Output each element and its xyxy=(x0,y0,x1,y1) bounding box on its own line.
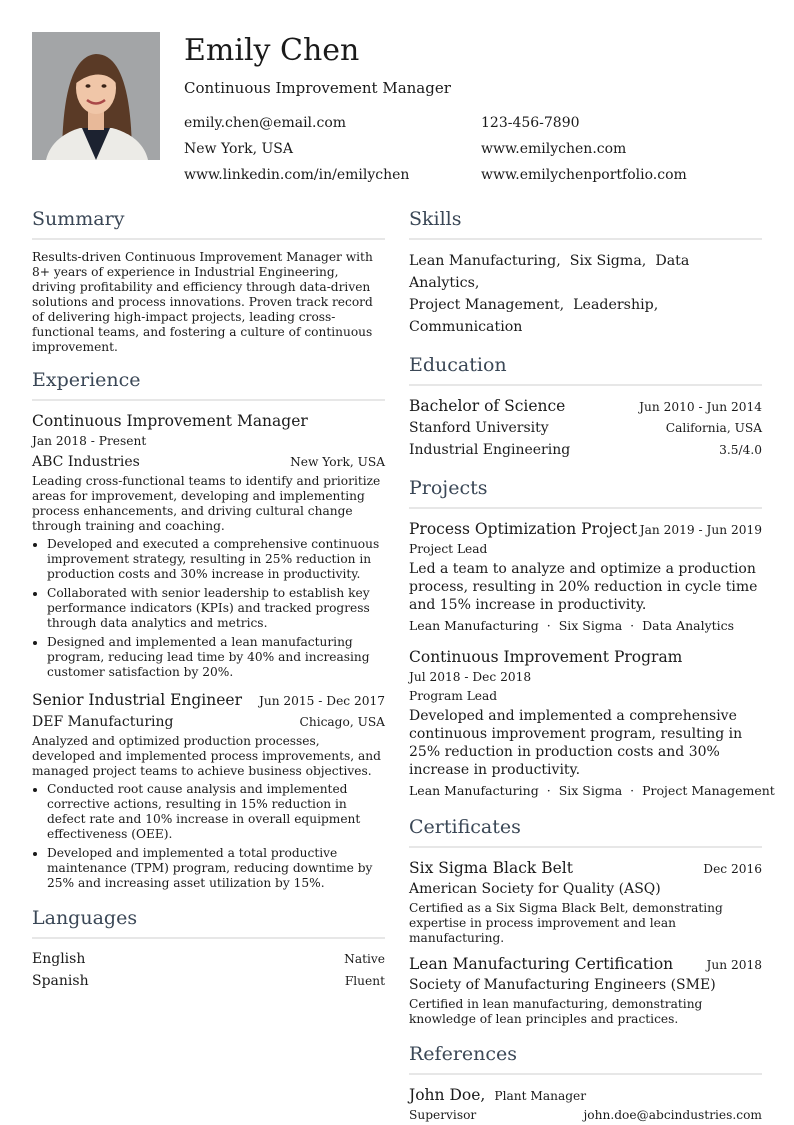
project-name: Continuous Improvement Program xyxy=(409,648,683,666)
references-section xyxy=(409,1041,762,1125)
certificate-entry xyxy=(409,858,762,946)
reference-relation: Supervisor xyxy=(409,1108,477,1122)
language-level: Native xyxy=(344,952,385,966)
project-dates: Jan 2019 - Jun 2019 xyxy=(639,523,762,537)
project-tags: Lean Manufacturing · Six Sigma · Data Analytics xyxy=(409,618,735,633)
candidate-title: Continuous Improvement Manager xyxy=(184,79,451,97)
company-name: ABC Industries xyxy=(32,454,140,470)
certificate-entry xyxy=(409,954,762,1027)
bullet-item: • Designed and implemented a lean manufacturing program, reducing lead time by 40% and increasing customer satisfaction by 20%. xyxy=(47,635,385,680)
summary-heading: Summary xyxy=(32,206,385,240)
project-description: Led a team to analyze and optimize a production process, resulting in 20% reduction in cycle time and 15% increase in productivity. xyxy=(409,561,758,613)
experience-section xyxy=(32,367,385,891)
school-name: Stanford University xyxy=(409,420,549,436)
tag-item: Lean Manufacturing xyxy=(409,618,539,633)
bullet-item: • Developed and executed a comprehensive continuous improvement strategy, resulting in 25% reduction in production costs and 30% increase in productivity. xyxy=(47,537,385,582)
reference-position: Plant Manager xyxy=(494,1089,587,1103)
skills-section xyxy=(409,206,762,338)
profile-photo xyxy=(32,32,160,160)
bullet-item: • Conducted root cause analysis and implemented corrective actions, resulting in 15% reduction in defect rate and 10% increase in overall equipment effectiveness (OEE). xyxy=(47,782,385,842)
job-description: Analyzed and optimized production processes, developed and implemented process improvements, and managed project teams to achieve business objectives. xyxy=(32,734,381,778)
education-dates: Jun 2010 - Jun 2014 xyxy=(639,400,762,414)
skills-heading: Skills xyxy=(409,206,762,240)
job-location: New York, USA xyxy=(290,455,385,469)
certificate-name: Lean Manufacturing Certification xyxy=(409,955,674,973)
degree-name: Bachelor of Science xyxy=(409,397,566,415)
job-location: Chicago, USA xyxy=(299,715,385,729)
skill-item: Project Management, xyxy=(409,297,565,313)
project-entry xyxy=(409,647,775,800)
certificate-date: Jun 2018 xyxy=(706,958,762,972)
certificate-name: Six Sigma Black Belt xyxy=(409,859,573,877)
tag-item: Six Sigma xyxy=(558,783,623,798)
bullet-item: • Developed and implemented a total productive maintenance (TPM) program, reducing downtime by 25% and increasing asset utilization by 15%. xyxy=(47,846,385,891)
job-dates: Jan 2018 - Present xyxy=(32,434,147,448)
project-entry xyxy=(409,519,762,635)
portfolio-link[interactable]: www.emilychenportfolio.com xyxy=(481,167,687,183)
skill-item: Leadership, xyxy=(573,297,659,313)
certificate-issuer: American Society for Quality (ASQ) xyxy=(409,881,661,897)
skill-item: Six Sigma, xyxy=(569,253,647,269)
company-name: DEF Manufacturing xyxy=(32,714,174,730)
tag-item: Project Management xyxy=(642,783,775,798)
tag-item: Data Analytics xyxy=(642,618,735,633)
bullet-item: • Collaborated with senior leadership to establish key performance indicators (KPIs) and tracked progress through data analytics and metrics. xyxy=(47,586,385,631)
projects-heading: Projects xyxy=(409,475,762,509)
certificate-date: Dec 2016 xyxy=(703,862,762,876)
tag-item: Lean Manufacturing xyxy=(409,783,539,798)
location-text: New York, USA xyxy=(184,141,293,157)
languages-section xyxy=(32,905,385,992)
email-link[interactable]: emily.chen@email.com xyxy=(184,115,347,131)
job-bullets xyxy=(32,782,385,891)
summary-section xyxy=(32,206,385,355)
project-role: Project Lead xyxy=(409,542,488,556)
language-name: Spanish xyxy=(32,973,89,989)
skill-item: Communication xyxy=(409,319,523,335)
job-dates: Jun 2015 - Dec 2017 xyxy=(258,694,385,708)
education-section xyxy=(409,352,762,461)
website-link[interactable]: www.emilychen.com xyxy=(481,141,627,157)
projects-section xyxy=(409,475,775,800)
project-tags: Lean Manufacturing · Six Sigma · Project Management xyxy=(409,783,775,798)
linkedin-link[interactable]: www.linkedin.com/in/emilychen xyxy=(184,167,410,183)
skill-item: Data Analytics, xyxy=(409,253,690,291)
project-role: Program Lead xyxy=(409,689,498,703)
certificates-heading: Certificates xyxy=(409,814,762,848)
job-description: Leading cross-functional teams to identify and prioritize areas for improvement, developing and implementing process enhancements, and driving cultural change through training and coaching. xyxy=(32,474,381,533)
gpa-value: 3.5/4.0 xyxy=(719,443,762,457)
experience-entry xyxy=(32,690,385,891)
project-dates: Jul 2018 - Dec 2018 xyxy=(409,670,532,684)
reference-name: John Doe, xyxy=(409,1086,486,1104)
languages-heading: Languages xyxy=(32,905,385,939)
right-column xyxy=(409,206,775,1125)
language-level: Fluent xyxy=(344,974,385,988)
field-of-study: Industrial Engineering xyxy=(409,442,571,458)
job-bullets xyxy=(32,537,385,680)
job-title: Continuous Improvement Manager xyxy=(32,412,308,430)
certificate-issuer: Society of Manufacturing Engineers (SME) xyxy=(409,977,716,993)
summary-text: Results-driven Continuous Improvement Manager with 8+ years of experience in Industrial Engineering, driving profitability and efficiency through data-driven solutions and process innovations. Proven track record of delivering high-impact projects, leading cross-functional teams, and fostering a culture of continuous improvement. xyxy=(32,250,373,354)
reference-email[interactable]: john.doe@abcindustries.com xyxy=(583,1108,762,1122)
profile-portrait-image xyxy=(32,32,160,160)
left-column xyxy=(32,206,385,992)
tag-item: Six Sigma xyxy=(558,618,623,633)
experience-heading: Experience xyxy=(32,367,385,401)
skill-item: Lean Manufacturing, xyxy=(409,253,561,269)
job-title: Senior Industrial Engineer xyxy=(32,691,242,709)
project-name: Process Optimization Project xyxy=(409,520,638,538)
skills-list xyxy=(409,250,762,338)
candidate-name: Emily Chen xyxy=(184,33,360,68)
experience-entry xyxy=(32,411,385,680)
education-heading: Education xyxy=(409,352,762,386)
certificate-description: Certified as a Six Sigma Black Belt, demonstrating expertise in process improvement and lean manufacturing. xyxy=(409,901,723,945)
language-name: English xyxy=(32,951,86,967)
project-description: Developed and implemented a comprehensive continuous improvement program, resulting in 25% reduction in production costs and 30% increase in productivity. xyxy=(409,708,743,778)
references-heading: References xyxy=(409,1041,762,1075)
phone-number[interactable]: 123-456-7890 xyxy=(481,115,580,131)
school-location: California, USA xyxy=(665,421,762,435)
certificate-description: Certified in lean manufacturing, demonstrating knowledge of lean principles and practices. xyxy=(409,997,703,1026)
certificates-section xyxy=(409,814,762,1027)
